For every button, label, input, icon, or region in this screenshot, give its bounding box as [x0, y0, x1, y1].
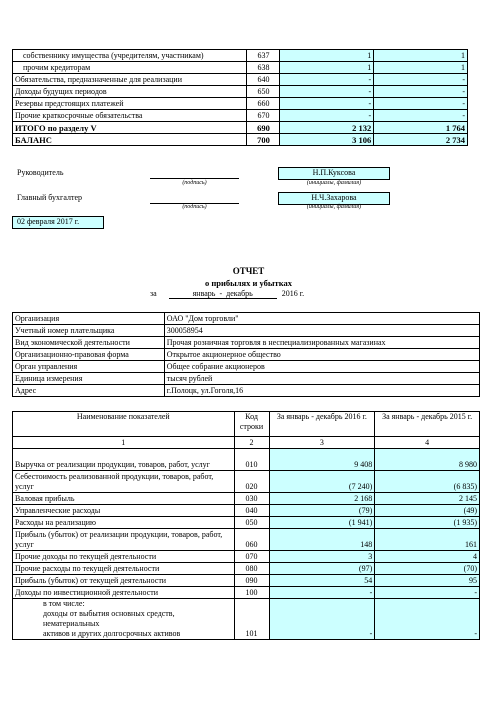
- table-row: [13, 587, 480, 599]
- row-code: 070: [234, 551, 269, 563]
- report-date-field[interactable]: 02 февраля 2017 г.: [12, 216, 104, 229]
- table-row: [13, 471, 480, 493]
- row-name: Управленческие расходы: [13, 505, 235, 517]
- accountant-signature-caption: (подпись): [182, 204, 207, 210]
- row-name: Прочие краткосрочные обязательства: [13, 110, 247, 122]
- row-code: 030: [234, 493, 269, 505]
- head-signature-caption: (подпись): [182, 180, 207, 186]
- accountant-name-caption: (инициалы, фамилия): [306, 204, 362, 210]
- org-field-value[interactable]: ОАО "Дом торговли": [164, 313, 479, 325]
- row-name: Резервы предстоящих платежей: [13, 98, 247, 110]
- row-value-2015[interactable]: (1 935): [375, 517, 480, 529]
- table-row: [13, 449, 480, 471]
- period-to: декабрь: [226, 289, 253, 298]
- org-field-value[interactable]: Общее собрание акционеров: [164, 361, 479, 373]
- row-value-2015[interactable]: 4: [375, 551, 480, 563]
- head-signature-line: [150, 168, 239, 179]
- row-name: Прибыль (убыток) от текущей деятельности: [13, 575, 235, 587]
- row-value-2016[interactable]: 148: [269, 529, 375, 551]
- row-value-2016[interactable]: -: [269, 599, 375, 640]
- row-name: Прочие расходы по текущей деятельности: [13, 563, 235, 575]
- table-row: [13, 50, 468, 62]
- table-row: [13, 529, 480, 551]
- table-row: [13, 361, 480, 373]
- accountant-signature-line: [150, 193, 239, 204]
- row-code: 020: [234, 471, 269, 493]
- col-number-4: 4: [375, 437, 480, 449]
- header-line-code: Код строки: [234, 412, 269, 437]
- period-underline: [169, 289, 277, 299]
- row-name: ИТОГО по разделу V: [13, 122, 247, 134]
- report-title: ОТЧЕТ: [232, 266, 265, 276]
- org-field-label: Организация: [13, 313, 165, 325]
- row-code: 670: [247, 110, 280, 122]
- row-code: 690: [247, 122, 280, 134]
- row-value-previous[interactable]: 1 764: [374, 122, 468, 134]
- table-row: [13, 517, 480, 529]
- row-value-2016[interactable]: (79): [269, 505, 375, 517]
- row-value-2016[interactable]: 3: [269, 551, 375, 563]
- row-value-previous[interactable]: -: [374, 86, 468, 98]
- row-value-2015[interactable]: 2 145: [375, 493, 480, 505]
- col-number-1: 1: [13, 437, 235, 449]
- row-value-2016[interactable]: 54: [269, 575, 375, 587]
- head-name-field[interactable]: Н.П.Куксова: [278, 167, 390, 180]
- row-name: в том числе: доходы от выбытия основных средств, нематериальных активов и других долгосрочных активов: [13, 599, 235, 640]
- accountant-name-field[interactable]: Н.Ч.Захарова: [278, 192, 390, 205]
- col-number-3: 3: [269, 437, 375, 449]
- row-value-current[interactable]: -: [280, 98, 374, 110]
- period-from: январь: [192, 289, 216, 298]
- org-field-label: Единица измерения: [13, 373, 165, 385]
- row-code: 638: [247, 62, 280, 74]
- row-value-2016[interactable]: 2 168: [269, 493, 375, 505]
- table-row: [13, 313, 480, 325]
- head-label: Руководитель: [17, 168, 64, 177]
- table-row: [13, 575, 480, 587]
- report-period: [150, 289, 330, 299]
- row-name: Валовая прибыль: [13, 493, 235, 505]
- row-value-2015[interactable]: 95: [375, 575, 480, 587]
- row-value-current[interactable]: 1: [280, 62, 374, 74]
- row-value-previous[interactable]: 1: [374, 62, 468, 74]
- org-field-value[interactable]: Прочая розничная торговля в неспециализированных магазинах: [164, 337, 479, 349]
- table-row: [13, 122, 468, 134]
- row-name: прочим кредиторам: [13, 62, 247, 74]
- org-field-value[interactable]: 300058954: [164, 325, 479, 337]
- org-field-value[interactable]: г.Полоцк, ул.Гоголя,16: [164, 385, 479, 397]
- table-row: [13, 110, 468, 122]
- row-name: БАЛАНС: [13, 134, 247, 146]
- row-value-2016[interactable]: (97): [269, 563, 375, 575]
- accountant-label: Главный бухгалтер: [17, 193, 82, 202]
- row-value-2016[interactable]: (1 941): [269, 517, 375, 529]
- table-row: [13, 325, 480, 337]
- table-row: [13, 493, 480, 505]
- table-row: [13, 349, 480, 361]
- row-code: 101: [234, 599, 269, 640]
- row-code: 700: [247, 134, 280, 146]
- row-name: Выручка от реализации продукции, товаров, работ, услуг: [13, 449, 235, 471]
- period-dash: -: [219, 289, 223, 298]
- table-row: [13, 385, 480, 397]
- row-code: 650: [247, 86, 280, 98]
- row-name: собственнику имущества (учредителям, участникам): [13, 50, 247, 62]
- org-field-label: Вид экономической деятельности: [13, 337, 165, 349]
- row-value-previous[interactable]: -: [374, 74, 468, 86]
- row-name: Прибыль (убыток) от реализации продукции, товаров, работ, услуг: [13, 529, 235, 551]
- row-name: Расходы на реализацию: [13, 517, 235, 529]
- table-row: [13, 98, 468, 110]
- table-row: [13, 74, 468, 86]
- table-row: [13, 337, 480, 349]
- row-value-2016[interactable]: (7 240): [269, 471, 375, 493]
- row-code: 637: [247, 50, 280, 62]
- row-name: Себестоимость реализованной продукции, товаров, работ, услуг: [13, 471, 235, 493]
- header-period-2015: За январь - декабрь 2015 г.: [375, 412, 480, 437]
- row-value-2015[interactable]: (6 835): [375, 471, 480, 493]
- balance-tail-table: [12, 49, 468, 146]
- table-row: [13, 62, 468, 74]
- header-indicator-name: Наименование показателей: [13, 412, 235, 437]
- report-subtitle: о прибылях и убытках: [204, 278, 293, 288]
- org-field-value[interactable]: Открытое акционерное общество: [164, 349, 479, 361]
- row-value-current[interactable]: -: [280, 74, 374, 86]
- row-value-2015[interactable]: 8 980: [375, 449, 480, 471]
- row-code: 050: [234, 517, 269, 529]
- period-prefix: за: [150, 289, 157, 298]
- row-code: 100: [234, 587, 269, 599]
- table-row: [13, 373, 480, 385]
- row-value-current[interactable]: 3 106: [280, 134, 374, 146]
- head-name-caption: (инициалы, фамилия): [306, 180, 362, 186]
- org-field-label: Адрес: [13, 385, 165, 397]
- row-value-2015[interactable]: (49): [375, 505, 480, 517]
- row-value-previous[interactable]: 2 734: [374, 134, 468, 146]
- row-code: 640: [247, 74, 280, 86]
- row-value-2015[interactable]: (70): [375, 563, 480, 575]
- table-row: [13, 599, 480, 640]
- row-name: Прочие доходы по текущей деятельности: [13, 551, 235, 563]
- org-field-label: Учетный номер плательщика: [13, 325, 165, 337]
- table-row: [13, 563, 480, 575]
- row-value-previous[interactable]: -: [374, 110, 468, 122]
- row-code: 010: [234, 449, 269, 471]
- table-row: [13, 505, 480, 517]
- row-code: 040: [234, 505, 269, 517]
- row-value-2016[interactable]: 9 408: [269, 449, 375, 471]
- row-value-previous[interactable]: 1: [374, 50, 468, 62]
- row-value-2015[interactable]: -: [375, 587, 480, 599]
- row-value-current[interactable]: 2 132: [280, 122, 374, 134]
- org-field-label: Орган управления: [13, 361, 165, 373]
- organization-info-table: [12, 312, 480, 397]
- row-code: 660: [247, 98, 280, 110]
- col-number-2: 2: [234, 437, 269, 449]
- row-value-2015[interactable]: -: [375, 599, 480, 640]
- org-field-label: Организационно-правовая форма: [13, 349, 165, 361]
- table-row: [13, 134, 468, 146]
- period-year: 2016 г.: [281, 289, 305, 298]
- row-value-current[interactable]: 1: [280, 50, 374, 62]
- table-row: [13, 86, 468, 98]
- org-field-value[interactable]: тысяч рублей: [164, 373, 479, 385]
- header-period-2016: За январь - декабрь 2016 г.: [269, 412, 375, 437]
- row-code: 060: [234, 529, 269, 551]
- row-value-2015[interactable]: 161: [375, 529, 480, 551]
- row-name: Доходы по инвестиционной деятельности: [13, 587, 235, 599]
- row-value-current[interactable]: -: [280, 86, 374, 98]
- profit-loss-table: [12, 411, 480, 640]
- row-value-previous[interactable]: -: [374, 98, 468, 110]
- row-name: Доходы будущих периодов: [13, 86, 247, 98]
- row-name: Обязательства, предназначенные для реализации: [13, 74, 247, 86]
- table-row: [13, 551, 480, 563]
- row-code: 080: [234, 563, 269, 575]
- row-value-2016[interactable]: -: [269, 587, 375, 599]
- row-value-current[interactable]: -: [280, 110, 374, 122]
- row-code: 090: [234, 575, 269, 587]
